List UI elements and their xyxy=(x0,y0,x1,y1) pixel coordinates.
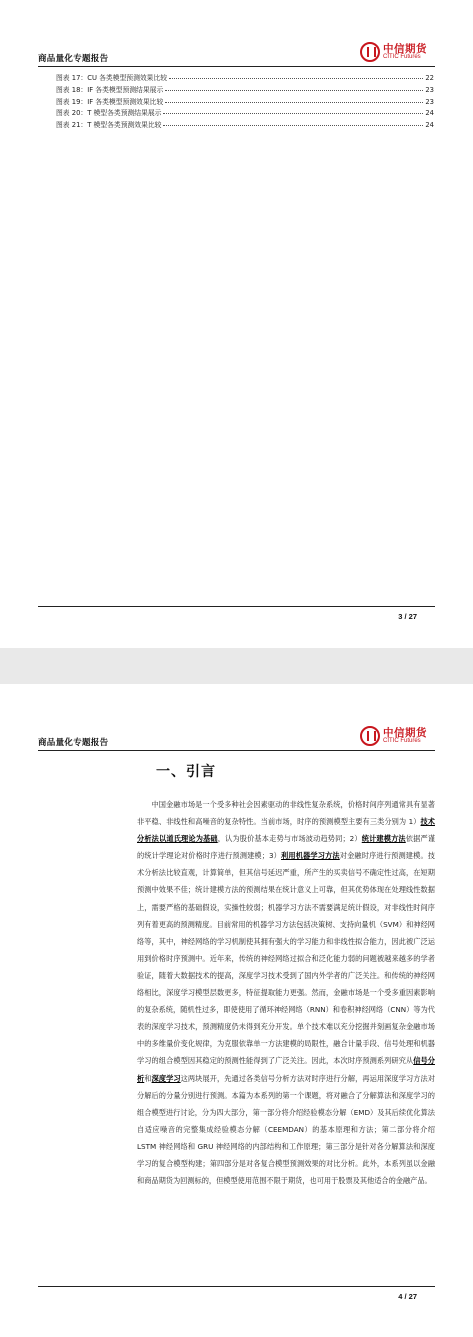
page-4 xyxy=(0,684,473,1337)
toc-leader-dots xyxy=(163,108,423,114)
toc-entry-label: 图表 19：IF 各类模型预测效果比较 xyxy=(56,97,164,106)
footer-rule xyxy=(38,1286,435,1287)
figure-index xyxy=(56,72,434,131)
report-title: 商品量化专题报告 xyxy=(38,738,109,748)
text-run: 中国金融市场是一个受多种社会因素驱动的非线性复杂系统，价格时间序列通常具有显著非平稳、非线性和高噪音的复杂特性。当前市场，时序的预测模型主要有三类分别为 1） xyxy=(137,800,435,827)
toc-entry-page: 23 xyxy=(425,85,434,94)
text-run: 对金融时序进行预测建模。技术分析法比较直观，计算简单，但其信号延迟严重，所产生的买卖信号不确定性过高，在短期预测中效果不佳；统计建模方法的预测结果在统计意义上可靠，但其优势体现在处理线性数据上，需要严格的基础假设，实操性较弱；机器学习方法不需要满足统计假设，对非线性时间序列有着更高的预测精度。目前常用的机器学习方法包括决策树、支持向量机（SVM）和神经网络等，其中，神经网络的学习机制使其拥有强大的学习能力和非线性拟合能力，因此被广泛运用到价格时序预测中。近年来，传统的神经网络过拟合和泛化能力弱的问题被越来越多的学者验证，随着大数据技术的提高，深度学习技术受到了国内外学者的广泛关注。和传统的神经网络相比，深度学习模型层数更多，特征提取能力更强。然而，金融市场是一个受多重因素影响的复杂系统，随机性过多，即使使用了循环神经网络（RNN）和卷积神经网络（CNN）等为代表的深度学习技术，预测精度仍未得到充分开发。单个技术难以充分挖掘并刻画复杂金融市场中的多维量价变化规律，为克服依靠单一方法建模的局限性，融合计量手段、信号处理和机器学习的组合模型因其稳定的预测性能得到了广泛关注。因此，本次时序预测系列研究从 xyxy=(137,851,435,1066)
text-run: 依据严谨的统计学理论对价格时序进行预测建模；3） xyxy=(137,834,435,861)
toc-entry-page: 22 xyxy=(425,74,434,82)
logo-text-cn: 中信期货 xyxy=(383,727,427,739)
toc-entry[interactable] xyxy=(56,72,434,84)
header-rule xyxy=(38,750,435,751)
bold-phrase: 利用机器学习方法 xyxy=(281,851,340,861)
report-title: 商品量化专题报告 xyxy=(38,54,109,64)
logo-text-cn: 中信期货 xyxy=(383,43,427,55)
header-rule xyxy=(38,66,435,67)
text-run: 和 xyxy=(144,1073,152,1083)
page-number: 4 / 27 xyxy=(398,1292,417,1301)
toc-leader-dots xyxy=(165,97,423,103)
toc-leader-dots xyxy=(163,120,423,126)
citic-logo-icon xyxy=(360,726,380,746)
toc-leader-dots xyxy=(165,85,423,91)
toc-entry[interactable] xyxy=(56,107,434,119)
text-run: ，认为股价基本走势与市场波动趋势同；2） xyxy=(217,834,362,844)
section-heading: 一、引言 xyxy=(156,764,216,780)
toc-entry-label: 图表 18：IF 各类模型预测结果展示 xyxy=(56,85,164,94)
toc-entry[interactable] xyxy=(56,96,434,108)
bold-phrase: 信号分析 xyxy=(137,1056,435,1083)
footer-rule xyxy=(38,606,435,607)
citic-futures-logo xyxy=(360,724,440,750)
toc-entry-page: 24 xyxy=(425,109,434,118)
intro-paragraph xyxy=(137,796,435,1189)
toc-entry-page: 24 xyxy=(425,121,434,130)
bold-phrase: 深度学习 xyxy=(151,1073,181,1083)
toc-entry-label: 图表 17：CU 各类模型预测效果比较 xyxy=(56,74,168,82)
text-run: 这两块展开，先通过各类信号分析方法对时序进行分解，再运用深度学习方法对分解后的分量分别进行预测。本篇为本系列的第一个课题，将对融合了分解算法和深度学习的组合模型进行讨论，分为四大部分，第一部分将介绍经验模态分解（EMD）及其后续优化算法自适应噪音的完整集成经验模态分解（CEEMDAN）的基本原理和方法；第二部分将介绍 LSTM 神经网络和 GRU 神经网络的内部结构和工作原理；第三部分是针对各分解算法和深度学习的复合模型构建；第四部分是对各复合模型预测效果的对比分析。此外，本系列虽以金融和商品期货为回测标的，但模型使用范围不限于期货，也可用于股票及其他适合的金融产品。 xyxy=(137,1073,435,1186)
toc-entry[interactable] xyxy=(56,84,434,96)
toc-leader-dots xyxy=(169,73,423,79)
citic-logo-icon xyxy=(360,42,380,62)
bold-phrase: 统计建模方法 xyxy=(361,834,406,844)
logo-text-en: CITIC Futures xyxy=(383,54,421,60)
toc-entry[interactable] xyxy=(56,119,434,131)
bold-phrase: 技术分析法以道氏理论为基础 xyxy=(137,817,435,844)
toc-entry-label: 图表 20：T 模型各类预测结果展示 xyxy=(56,109,162,118)
logo-text-en: CITIC Futures xyxy=(383,738,421,744)
page-number: 3 / 27 xyxy=(398,612,417,621)
page-3 xyxy=(0,0,473,648)
citic-futures-logo xyxy=(360,40,440,66)
toc-entry-page: 23 xyxy=(425,97,434,106)
toc-entry-label: 图表 21：T 模型各类预测效果比较 xyxy=(56,121,162,130)
page-separator xyxy=(0,648,473,684)
